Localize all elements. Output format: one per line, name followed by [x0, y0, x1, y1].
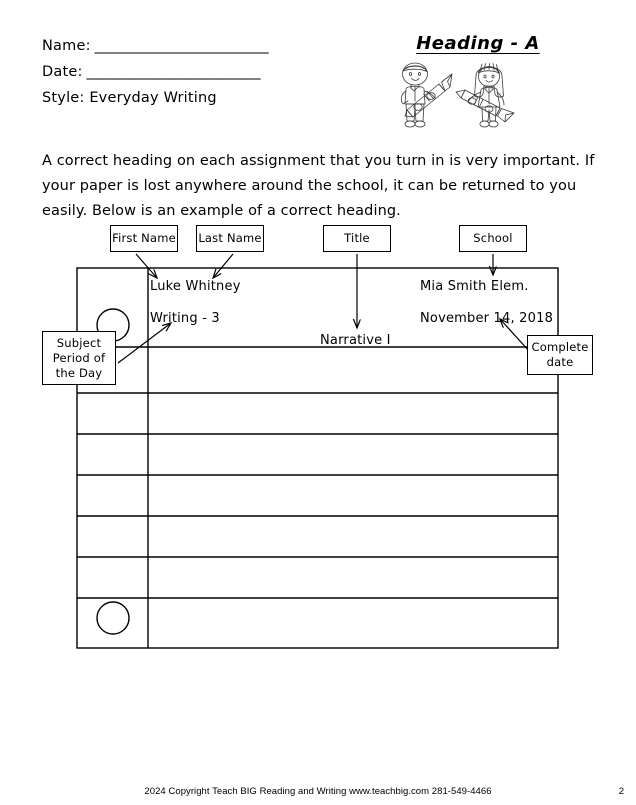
girl-holding-pencil [456, 64, 514, 128]
page-title: Heading - A [416, 33, 540, 54]
callout-subject-period [42, 331, 116, 385]
heading-example-diagram [0, 215, 636, 650]
footer-credit: 2024 Copyright Teach BIG Reading and Writing www.teachbig.com 281-549-4466 [144, 786, 492, 797]
name-label: Name: [42, 38, 91, 54]
style-line: Style: Everyday Writing [42, 90, 217, 106]
callout-subject-line-3: the Day [55, 365, 103, 380]
footer-page-number: 2 [618, 786, 624, 797]
callout-subject-line-2: Period of [52, 350, 106, 365]
sample-subject-period: Writing - 3 [150, 311, 220, 326]
sample-school: Mia Smith Elem. [420, 279, 529, 294]
name-field-row [42, 38, 269, 54]
callout-complete-date-line-2: date [546, 355, 574, 369]
sample-assignment-title: Narrative I [320, 333, 391, 348]
connector-subject [118, 323, 171, 363]
name-blank-line[interactable]: ________________________ [94, 38, 269, 54]
style-field-row [42, 90, 217, 106]
page-footer [0, 786, 636, 802]
two-children-with-pencils-illustration [388, 60, 538, 138]
callout-school [459, 225, 527, 252]
callout-title [323, 225, 391, 252]
callout-first-name-label: First Name [112, 231, 176, 245]
date-field-row [42, 64, 261, 80]
diagram-paper-and-connectors [0, 215, 636, 650]
connector-first-name [136, 254, 157, 278]
hole-punch-bottom [97, 602, 129, 634]
callout-school-label: School [473, 231, 513, 245]
date-label: Date: [42, 64, 83, 80]
callout-complete-date-line-1: Complete [531, 340, 589, 354]
date-blank-line[interactable]: ________________________ [86, 64, 261, 80]
callout-last-name [196, 225, 264, 252]
callout-last-name-label: Last Name [198, 231, 262, 245]
callout-complete-date [527, 335, 593, 375]
callout-first-name [110, 225, 178, 252]
sample-date: November 14, 2018 [420, 311, 554, 326]
intro-paragraph: A correct heading on each assignment that you turn in is very important. If your paper is lost anywhere around the school, it can be returned to you easily. Below is an example of a correct heading. [42, 152, 595, 219]
callout-subject-line-1: Subject [56, 335, 102, 350]
connector-last-name [213, 254, 233, 278]
sample-student-name: Luke Whitney [150, 279, 241, 294]
boy-holding-pencil [401, 63, 452, 127]
callout-title-label: Title [344, 231, 370, 245]
